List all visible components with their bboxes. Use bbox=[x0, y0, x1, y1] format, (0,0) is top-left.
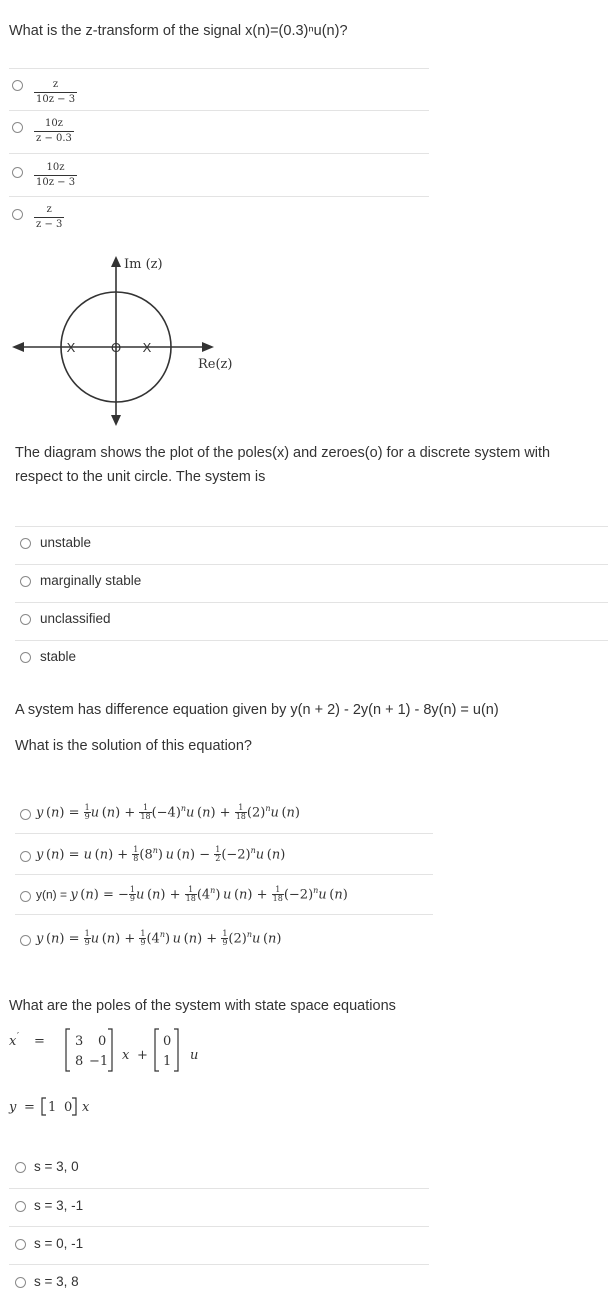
svg-text:1: 1 bbox=[48, 1100, 57, 1115]
svg-text:1: 1 bbox=[163, 1054, 172, 1069]
im-axis-label: Im (z) bbox=[124, 257, 163, 272]
divider bbox=[15, 526, 608, 527]
radio-button[interactable] bbox=[20, 538, 31, 549]
option-label: s = 0, -1 bbox=[34, 1236, 84, 1251]
radio-button[interactable] bbox=[15, 1162, 26, 1173]
divider bbox=[9, 153, 429, 154]
radio-button[interactable] bbox=[20, 576, 31, 587]
option-label: s = 3, 0 bbox=[34, 1159, 79, 1174]
divider bbox=[15, 602, 608, 603]
svg-text:3: 3 bbox=[75, 1034, 84, 1049]
option-prefix: y(n) = bbox=[36, 887, 71, 902]
radio-button[interactable] bbox=[15, 1277, 26, 1288]
option-label: marginally stable bbox=[40, 573, 142, 588]
radio-button[interactable] bbox=[15, 1201, 26, 1212]
fraction: $\frac{10z}{z - 0.3}$ bbox=[36, 118, 72, 144]
divider bbox=[15, 874, 433, 875]
right-arrow-icon bbox=[202, 342, 214, 352]
divider bbox=[15, 564, 608, 565]
fraction: $\frac{10z}{10z - 3}$ bbox=[36, 162, 76, 188]
svg-text:u: u bbox=[190, 1048, 199, 1063]
option-label: s = 3, 8 bbox=[34, 1274, 79, 1289]
svg-text:+: + bbox=[137, 1048, 148, 1063]
svg-text:y: y bbox=[9, 1100, 17, 1115]
option-equation: y (n) = u (n) + $\frac{1}{8}$ (8$^n$) u (n) − $\frac{1}{2}$ $(-2)^nu$ (n) bbox=[36, 845, 286, 864]
radio-button[interactable] bbox=[20, 935, 31, 946]
divider bbox=[9, 196, 429, 197]
divider bbox=[9, 68, 429, 69]
svg-text:=: = bbox=[24, 1100, 35, 1115]
svg-text:0: 0 bbox=[98, 1034, 107, 1049]
option-equation: y (n) = $\frac{1}{9}$ u (n) + $\frac{1}{18}$ $(-4)^nu$ (n) + $\frac{1}{18}$ $(2)^nu$ (n) bbox=[36, 803, 300, 822]
question-2-line2: respect to the unit circle. The system is bbox=[15, 469, 266, 485]
question-1-text: What is the z-transform of the signal x(n)=(0.3)ⁿu(n)? bbox=[9, 23, 348, 39]
pole-zero-diagram bbox=[0, 240, 608, 440]
question-3-line1: A system has difference equation given by y(n + 2) - 2y(n + 1) - 8y(n) = u(n) bbox=[15, 702, 499, 718]
svg-text:8: 8 bbox=[75, 1054, 84, 1069]
state-space-equations bbox=[0, 1025, 260, 1125]
option-label: unclassified bbox=[40, 611, 111, 626]
radio-button[interactable] bbox=[12, 122, 23, 133]
radio-button[interactable] bbox=[20, 891, 31, 902]
divider bbox=[15, 833, 433, 834]
svg-text:−1: −1 bbox=[89, 1054, 109, 1069]
down-arrow-icon bbox=[111, 415, 121, 426]
divider bbox=[9, 1264, 429, 1265]
radio-button[interactable] bbox=[15, 1239, 26, 1250]
svg-text:0: 0 bbox=[64, 1100, 73, 1115]
fraction: $\frac{z}{z - 3}$ bbox=[36, 204, 63, 230]
divider bbox=[9, 1188, 429, 1189]
divider bbox=[15, 914, 433, 915]
svg-text:′: ′ bbox=[17, 1032, 20, 1042]
radio-button[interactable] bbox=[20, 652, 31, 663]
question-2-line1: The diagram shows the plot of the poles(x) and zeroes(o) for a discrete system with bbox=[15, 445, 551, 461]
pole-left: X bbox=[66, 340, 76, 355]
option-equation: y(n) = y (n) = − $\frac{1}{9}$ u (n) + $\frac{1}{18}$ (4$^n$) u (n) + $\frac{1}{18}$ $(-2)^nu$ (n) bbox=[36, 885, 348, 904]
up-arrow-icon bbox=[111, 256, 121, 267]
radio-button[interactable] bbox=[20, 809, 31, 820]
divider bbox=[9, 1226, 429, 1227]
option-label: unstable bbox=[40, 535, 92, 550]
radio-button[interactable] bbox=[12, 80, 23, 91]
pole-right: X bbox=[142, 340, 152, 355]
radio-button[interactable] bbox=[12, 167, 23, 178]
question-3-line2: What is the solution of this equation? bbox=[15, 738, 252, 754]
re-axis-label: Re(z) bbox=[198, 357, 233, 372]
svg-text:=: = bbox=[34, 1034, 45, 1049]
radio-button[interactable] bbox=[12, 209, 23, 220]
option-equation: y (n) = $\frac{1}{9}$ u (n) + $\frac{1}{9}$ (4$^n$) u (n) + $\frac{1}{9}$ $(2)^nu$ (n) bbox=[36, 929, 282, 948]
svg-text:0: 0 bbox=[163, 1034, 172, 1049]
divider bbox=[15, 640, 608, 641]
fraction: $\frac{z}{10z - 3}$ bbox=[36, 79, 76, 105]
left-arrow-icon bbox=[12, 342, 24, 352]
svg-text:x: x bbox=[9, 1034, 17, 1049]
radio-button[interactable] bbox=[20, 614, 31, 625]
svg-text:x: x bbox=[122, 1048, 130, 1063]
question-4-text: What are the poles of the system with state space equations bbox=[9, 998, 396, 1014]
divider bbox=[9, 110, 429, 111]
radio-button[interactable] bbox=[20, 851, 31, 862]
svg-text:x: x bbox=[82, 1100, 90, 1115]
option-label: stable bbox=[40, 649, 77, 664]
zero-origin: O bbox=[110, 340, 122, 355]
option-label: s = 3, -1 bbox=[34, 1198, 84, 1213]
